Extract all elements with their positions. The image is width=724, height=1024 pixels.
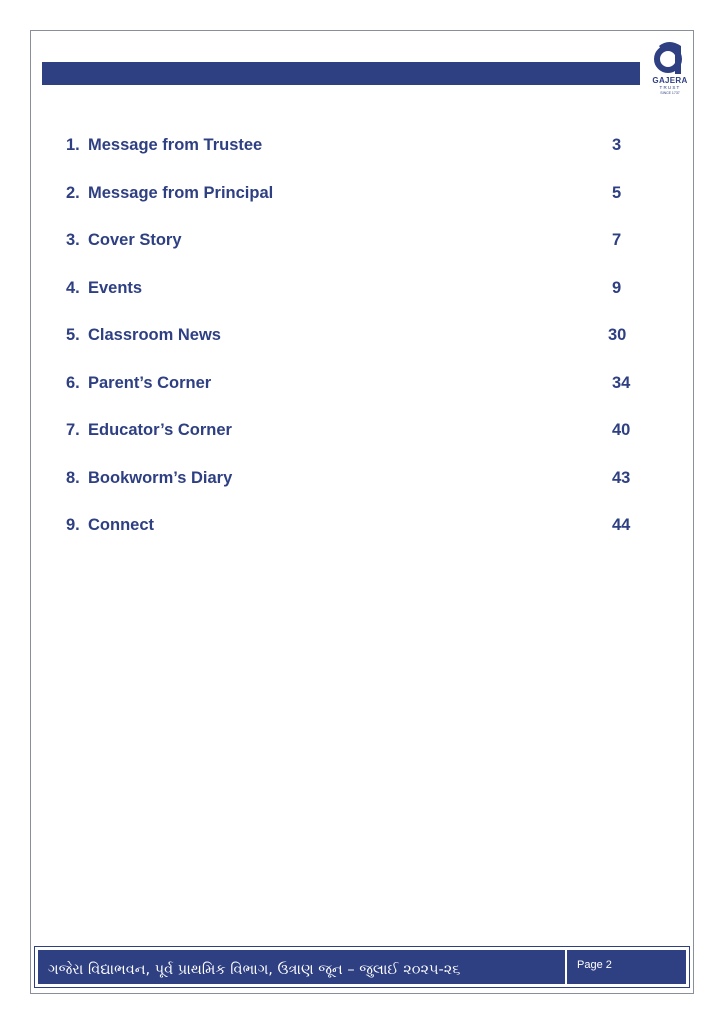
toc-page-number: 44 [612,516,631,534]
toc-title: Message from Principal [88,183,274,202]
toc-item[interactable] [66,418,646,466]
toc-title: Bookworm’s Diary [88,468,233,487]
toc-page-number: 9 [612,278,622,297]
toc-number: 8. [66,468,80,487]
toc-title: Connect [88,516,154,534]
toc-title: Parent’s Corner [88,373,212,392]
toc-number: 1. [66,136,80,154]
logo-subtitle: TRUST [659,85,681,90]
gajera-logo-icon [653,40,687,76]
toc-page-number: 3 [612,136,622,154]
toc-item[interactable] [66,371,646,419]
toc-page-number: 30 [608,326,627,344]
toc-page-number: 40 [612,421,631,439]
logo-since: SINCE 1737 [660,91,680,95]
toc-title: Educator’s Corner [88,421,232,439]
toc-item[interactable] [66,276,646,324]
toc-title: Events [88,278,143,297]
toc-item[interactable] [66,466,646,514]
gajera-trust-logo [646,40,694,106]
toc-number: 6. [66,373,80,392]
toc-item[interactable] [66,181,646,229]
toc-page-number: 7 [612,231,622,249]
logo-name: GAJERA [652,76,688,85]
toc-number: 7. [66,421,80,439]
table-of-contents [66,133,646,561]
toc-number: 3. [66,231,80,249]
toc-page-number: 34 [612,373,631,392]
toc-number: 4. [66,278,80,297]
footer-page-label: Page 2 [567,950,686,984]
toc-item[interactable] [66,513,646,561]
toc-number: 5. [66,326,80,344]
footer-title: ગજેરા વિદ્યાભવન, પૂર્વ પ્રાથમિક વિભાગ, ઉત્રાણ જૂન – જુલાઈ ૨૦૨૫-૨૬ [38,950,565,984]
toc-number: 9. [66,516,80,534]
toc-page-number: 43 [612,468,631,487]
toc-page-number: 5 [612,183,622,202]
toc-item[interactable] [66,228,646,276]
toc-number: 2. [66,183,80,202]
toc-item[interactable] [66,323,646,371]
toc-title: Cover Story [88,231,182,249]
header-bar [42,62,640,85]
toc-title: Message from Trustee [88,136,263,154]
toc-item[interactable] [66,133,646,181]
toc-title: Classroom News [88,326,221,344]
